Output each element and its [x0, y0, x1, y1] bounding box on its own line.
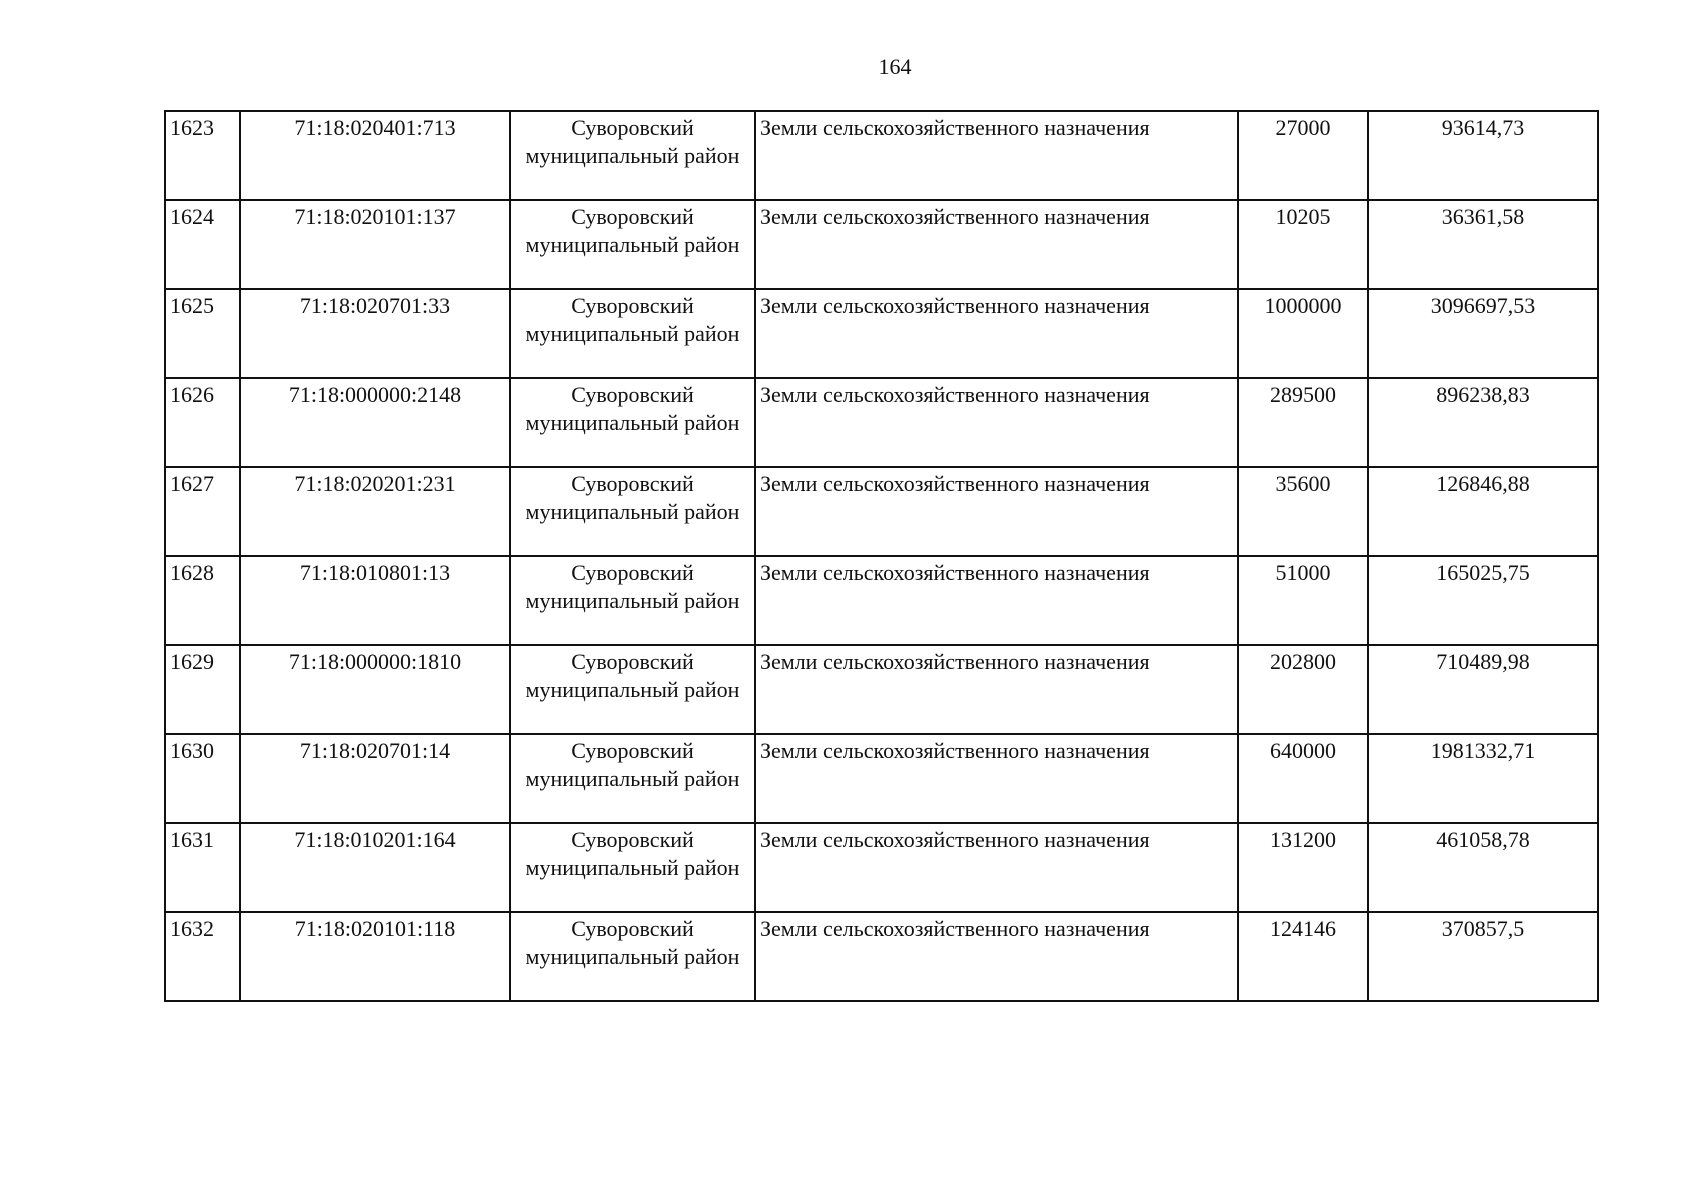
table-row [165, 467, 1598, 556]
row-number-cell: 1630 [165, 734, 240, 823]
area-cell: 35600 [1238, 467, 1368, 556]
cadastral-number-cell: 71:18:020701:33 [240, 289, 510, 378]
district-cell: Суворовский муниципальный район [510, 289, 755, 378]
area-cell: 289500 [1238, 378, 1368, 467]
row-number-cell: 1628 [165, 556, 240, 645]
table-row [165, 645, 1598, 734]
cadastral-number-cell: 71:18:000000:1810 [240, 645, 510, 734]
land-category-cell: Земли сельскохозяйственного назначения [755, 111, 1238, 200]
table-row [165, 556, 1598, 645]
row-number-cell: 1631 [165, 823, 240, 912]
area-cell: 640000 [1238, 734, 1368, 823]
cadastral-value-cell: 896238,83 [1368, 378, 1598, 467]
district-cell: Суворовский муниципальный район [510, 111, 755, 200]
table-row [165, 734, 1598, 823]
cadastral-value-cell: 93614,73 [1368, 111, 1598, 200]
land-category-cell: Земли сельскохозяйственного назначения [755, 823, 1238, 912]
table-row [165, 200, 1598, 289]
page-number: 164 [878, 54, 912, 79]
cadastral-number-cell: 71:18:010801:13 [240, 556, 510, 645]
table-row [165, 378, 1598, 467]
row-number-cell: 1624 [165, 200, 240, 289]
district-cell: Суворовский муниципальный район [510, 556, 755, 645]
cadastral-number-cell: 71:18:020401:713 [240, 111, 510, 200]
land-category-cell: Земли сельскохозяйственного назначения [755, 200, 1238, 289]
table-row [165, 111, 1598, 200]
district-cell: Суворовский муниципальный район [510, 645, 755, 734]
land-category-cell: Земли сельскохозяйственного назначения [755, 289, 1238, 378]
district-cell: Суворовский муниципальный район [510, 378, 755, 467]
row-number-cell: 1623 [165, 111, 240, 200]
row-number-cell: 1626 [165, 378, 240, 467]
district-cell: Суворовский муниципальный район [510, 200, 755, 289]
table-row [165, 912, 1598, 1001]
cadastral-value-cell: 461058,78 [1368, 823, 1598, 912]
area-cell: 131200 [1238, 823, 1368, 912]
table-row [165, 823, 1598, 912]
cadastral-value-cell: 165025,75 [1368, 556, 1598, 645]
district-cell: Суворовский муниципальный район [510, 734, 755, 823]
table-row [165, 289, 1598, 378]
row-number-cell: 1632 [165, 912, 240, 1001]
area-cell: 27000 [1238, 111, 1368, 200]
land-category-cell: Земли сельскохозяйственного назначения [755, 645, 1238, 734]
row-number-cell: 1627 [165, 467, 240, 556]
land-category-cell: Земли сельскохозяйственного назначения [755, 556, 1238, 645]
land-plots-table [164, 110, 1599, 1002]
cadastral-value-cell: 710489,98 [1368, 645, 1598, 734]
cadastral-number-cell: 71:18:010201:164 [240, 823, 510, 912]
cadastral-number-cell: 71:18:020201:231 [240, 467, 510, 556]
cadastral-value-cell: 36361,58 [1368, 200, 1598, 289]
land-category-cell: Земли сельскохозяйственного назначения [755, 734, 1238, 823]
area-cell: 124146 [1238, 912, 1368, 1001]
district-cell: Суворовский муниципальный район [510, 912, 755, 1001]
cadastral-value-cell: 3096697,53 [1368, 289, 1598, 378]
land-category-cell: Земли сельскохозяйственного назначения [755, 912, 1238, 1001]
row-number-cell: 1625 [165, 289, 240, 378]
area-cell: 51000 [1238, 556, 1368, 645]
cadastral-number-cell: 71:18:020701:14 [240, 734, 510, 823]
district-cell: Суворовский муниципальный район [510, 823, 755, 912]
cadastral-value-cell: 370857,5 [1368, 912, 1598, 1001]
cadastral-number-cell: 71:18:000000:2148 [240, 378, 510, 467]
district-cell: Суворовский муниципальный район [510, 467, 755, 556]
area-cell: 202800 [1238, 645, 1368, 734]
cadastral-number-cell: 71:18:020101:137 [240, 200, 510, 289]
cadastral-number-cell: 71:18:020101:118 [240, 912, 510, 1001]
area-cell: 10205 [1238, 200, 1368, 289]
row-number-cell: 1629 [165, 645, 240, 734]
area-cell: 1000000 [1238, 289, 1368, 378]
land-category-cell: Земли сельскохозяйственного назначения [755, 378, 1238, 467]
land-category-cell: Земли сельскохозяйственного назначения [755, 467, 1238, 556]
cadastral-value-cell: 1981332,71 [1368, 734, 1598, 823]
cadastral-value-cell: 126846,88 [1368, 467, 1598, 556]
